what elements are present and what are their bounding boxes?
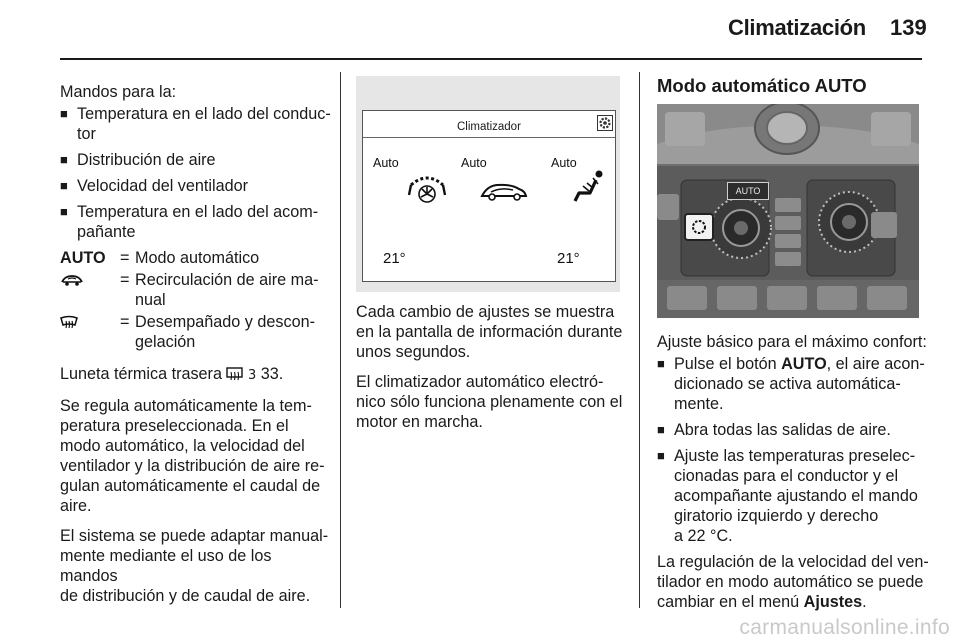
rear-window-note: Luneta térmica trasera 3 33. [60,365,284,383]
definition-row: AUTO = Modo automático [60,249,260,267]
column-2 [356,302,628,442]
page-header [0,0,960,62]
page-title: Climatización [728,15,866,40]
column-divider-2 [639,72,640,608]
list-item: ■ Temperatura en el lado del conduc- tor [60,105,331,143]
control-panel-illustration [657,104,919,318]
controls-list [60,104,332,242]
distribution-auto-label: Auto [461,156,487,170]
definition-row: = Desempañado y descon- gelación [60,312,332,352]
list-item: ■ Pulse el botón AUTO, el aire acon- dicionado se activa automática- mente. [657,355,925,413]
recirculation-icon [60,273,84,287]
list-item: ■ Abra todas las salidas de aire. [657,421,891,439]
column-3 [657,332,932,622]
seat-airflow-icon [573,169,607,205]
column-divider-1 [340,72,341,608]
fan-speed-paragraph: La regulación de la velocidad del ven- tilador en modo automático se puede cambiar en el menú Ajustes. [657,553,929,611]
page-ref[interactable]: 33. [260,365,284,383]
temp-left: 21° [383,250,406,267]
rear-window-heater-icon [226,367,243,381]
comfort-steps [657,354,932,546]
display-info-paragraph: Cada cambio de ajustes se muestra en la pantalla de información durante unos segundos. [356,303,623,361]
auto-mode-section [657,76,927,96]
controls-intro: Mandos para la: [60,83,177,101]
list-item: ■ Velocidad del ventilador [60,177,248,195]
fan-auto-label: Auto [373,156,399,170]
list-item: ■ Ajuste las temperaturas preselec- cionadas para el conductor y el acompañante ajustando el mando giratorio izquierdo y derecho a 22 °C. [657,447,918,545]
auto-button[interactable]: AUTO [727,182,769,200]
comfort-intro: Ajuste básico para el máximo confort: [657,333,927,351]
page-number: 139 [890,15,927,40]
recirculation-icon [479,181,529,203]
fan-icon [407,173,447,207]
header-rule [60,58,922,60]
definition-table [60,248,332,352]
list-item: ■ Distribución de aire [60,151,216,169]
display-title: Climatizador [457,121,521,133]
display-titlebar [363,111,615,138]
auto-mode-heading: Modo automático AUTO [657,75,867,96]
watermark-url: carmanualsonline.info [739,616,950,639]
engine-running-paragraph: El climatizador automático electró- nico sólo funciona plenamente con el motor en marcha. [356,373,623,431]
auto-key: AUTO [60,249,106,267]
column-1 [60,82,332,616]
seat-auto-label: Auto [551,156,577,170]
temp-right: 21° [557,250,580,267]
definition-row: = Recirculación de aire ma- nual [60,270,332,310]
climate-display-screen [362,110,616,282]
manual-adjust-paragraph: El sistema se puede adaptar manual- mente mediante el uso de los mandos de distribución y de caudal de aire. [60,527,329,605]
list-item: ■ Temperatura en el lado del acom- pañante [60,203,319,241]
defrost-icon [60,315,78,330]
display-figure [356,76,620,292]
settings-icon [597,115,613,131]
auto-regulation-paragraph: Se regula automáticamente la tem- peratura preseleccionada. En el modo automático, la velocidad del ventilador y la distribución de aire re- gulan automáticamente el caudal de aire. [60,397,325,515]
control-panel-figure [657,104,919,318]
page-ref-arrow: 3 [247,368,257,383]
